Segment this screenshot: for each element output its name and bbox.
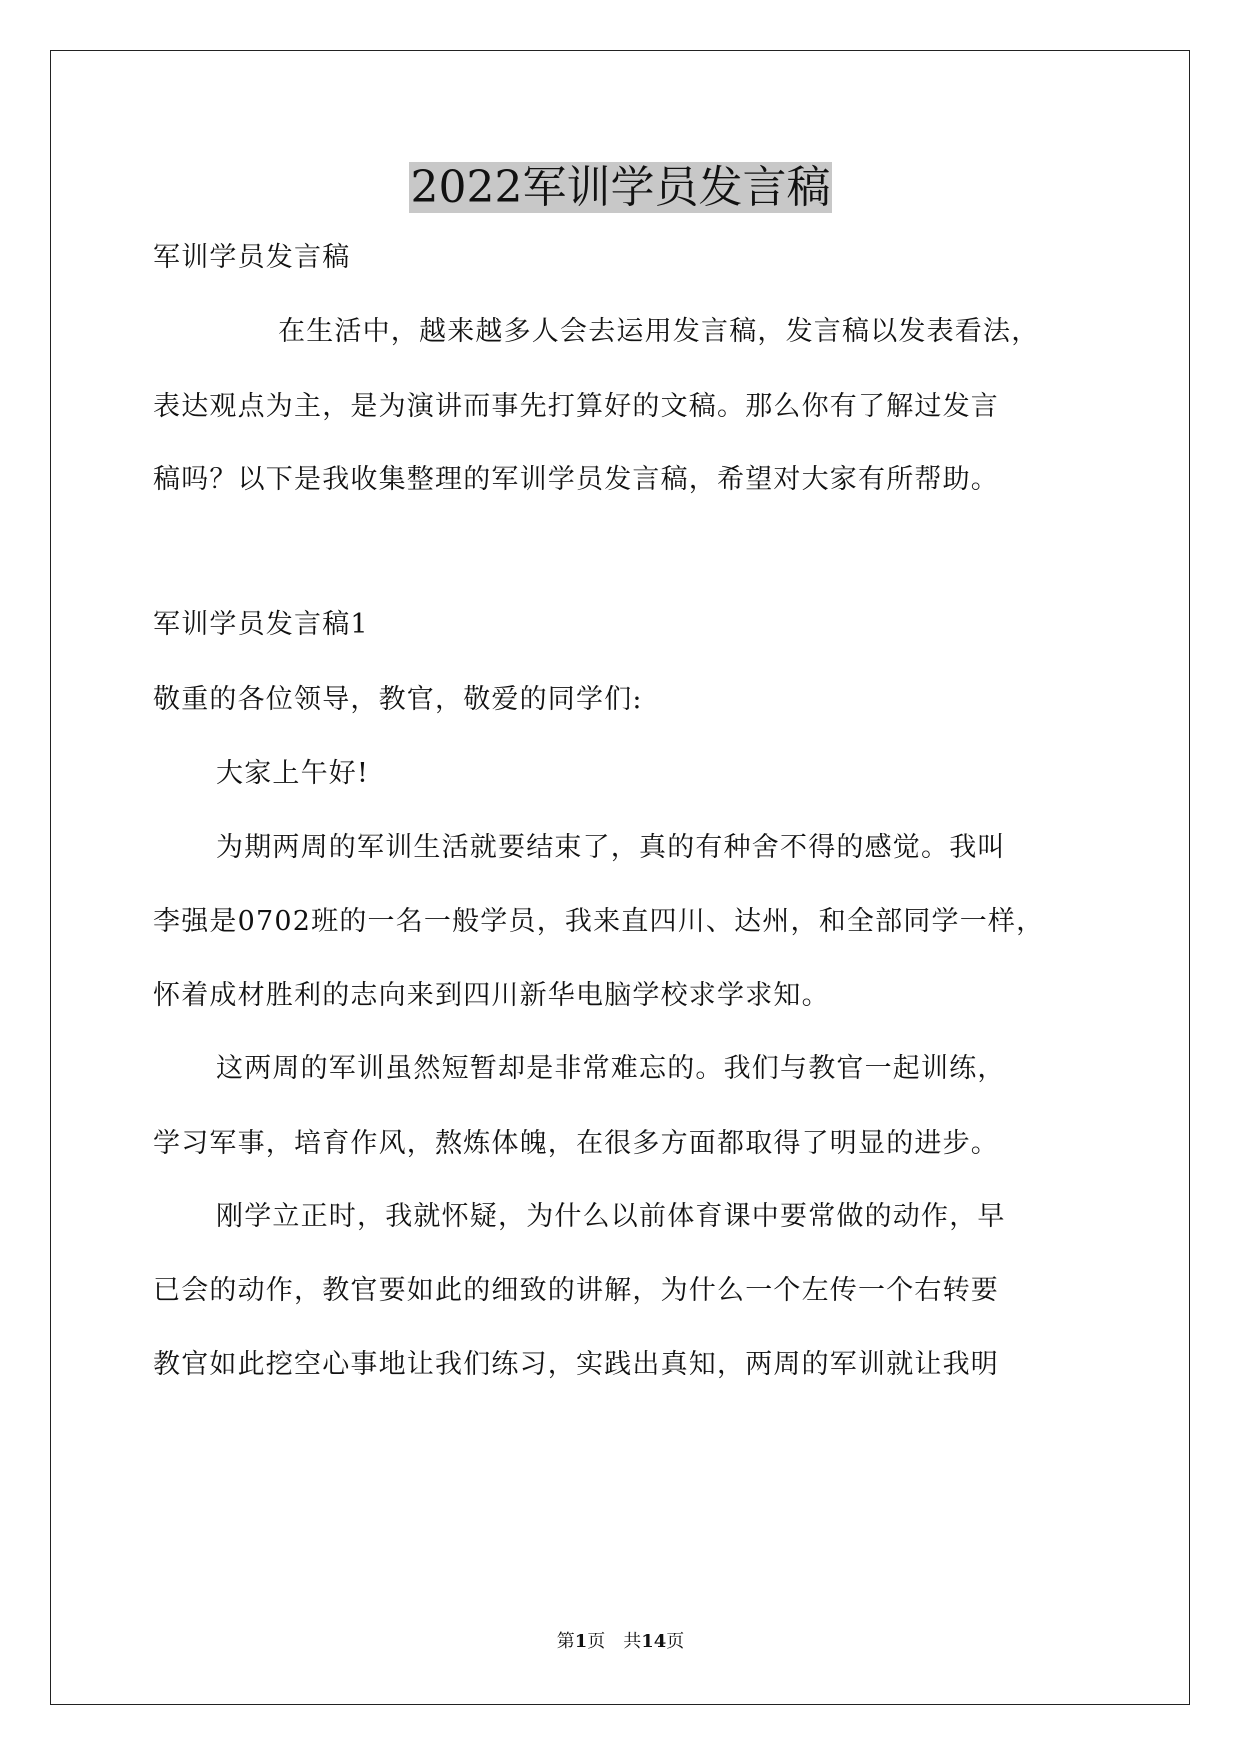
document-title-text: 2022军训学员发言稿 [410,162,831,213]
greeting: 大家上午好! [216,758,370,789]
paragraph-3-line-3: 教官如此挖空心事地让我们练习，实践出真知，两周的军训就让我明 [153,1349,999,1380]
page-border [50,50,1190,1705]
footer-total-pages: 14 [641,1631,667,1652]
section-heading: 军训学员发言稿1 [153,609,369,640]
paragraph-2-line-2: 学习军事，培育作风，熬炼体魄，在很多方面都取得了明显的进步。 [153,1128,999,1159]
document-title [0,158,1241,218]
paragraph-1-line-1: 为期两周的军训生活就要结束了，真的有种舍不得的感觉。我叫 [216,832,1006,863]
footer-middle: 页 共 [587,1631,642,1652]
footer-current-page: 1 [574,1631,588,1652]
subtitle: 军训学员发言稿 [153,242,351,273]
intro-line-3: 稿吗？以下是我收集整理的军训学员发言稿，希望对大家有所帮助。 [153,464,999,495]
paragraph-3-line-1: 刚学立正时，我就怀疑，为什么以前体育课中要常做的动作，早 [216,1201,1006,1232]
paragraph-2-line-1: 这两周的军训虽然短暂却是非常难忘的。我们与教官一起训练， [216,1053,1006,1084]
paragraph-3-line-2: 已会的动作，教官要如此的细致的讲解，为什么一个左传一个右转要 [153,1275,999,1306]
intro-line-1: 在生活中，越来越多人会去运用发言稿，发言稿以发表看法， [278,316,1040,347]
footer-prefix: 第 [556,1631,575,1652]
salutation: 敬重的各位领导，教官，敬爱的同学们: [153,684,643,715]
paragraph-1-line-2: 李强是0702班的一名一般学员，我来直四川、达州，和全部同学一样， [153,906,1045,937]
paragraph-1-line-3: 怀着成材胜利的志向来到四川新华电脑学校求学求知。 [153,980,830,1011]
page-footer [0,1630,1241,1654]
footer-suffix: 页 [666,1631,685,1652]
intro-line-2: 表达观点为主，是为演讲而事先打算好的文稿。那么你有了解过发言 [153,391,999,422]
